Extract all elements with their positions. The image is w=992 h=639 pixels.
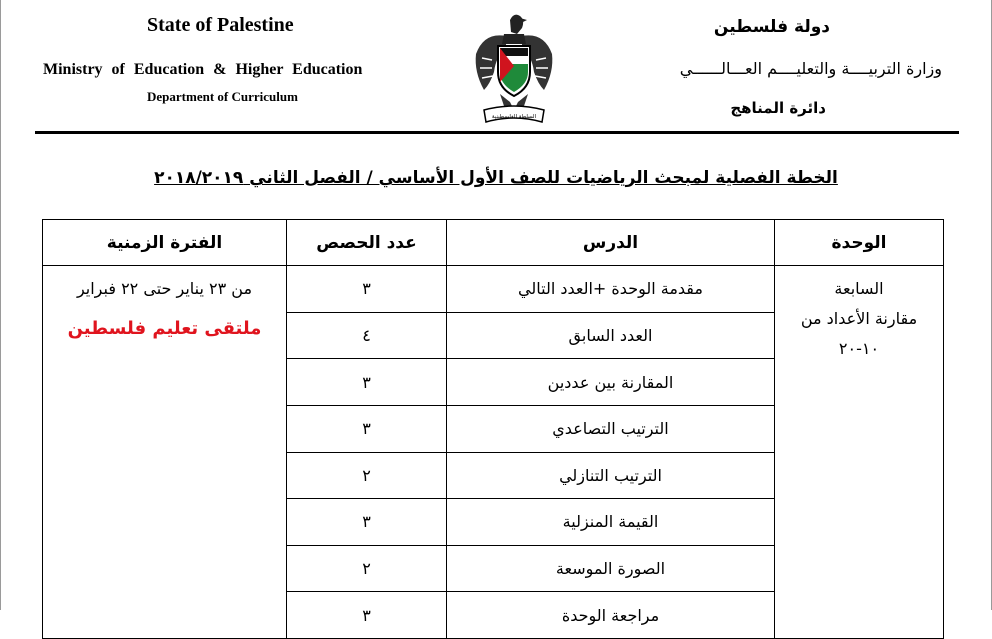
plan-title xyxy=(0,168,992,188)
header-country-en: State of Palestine xyxy=(147,14,294,36)
forum-watermark: ملتقى تعليم فلسطين xyxy=(67,318,262,339)
header-lesson: الدرس xyxy=(447,220,775,266)
count-cell: ٢ xyxy=(287,452,447,499)
header-country-ar: دولة فلسطين xyxy=(713,17,830,37)
count-cell: ٤ xyxy=(287,312,447,359)
header-ministry-en: Ministry of Education & Higher Education xyxy=(43,61,363,78)
count-cell: ٢ xyxy=(287,545,447,592)
count-cell: ٣ xyxy=(287,405,447,452)
lesson-cell: العدد السابق xyxy=(447,312,775,359)
page-left-edge xyxy=(0,0,1,610)
header-unit: الوحدة xyxy=(775,220,944,266)
table-header-row xyxy=(43,220,944,266)
header-period: الفترة الزمنية xyxy=(43,220,287,266)
lesson-cell: الترتيب التنازلي xyxy=(447,452,775,499)
period-text: من ٢٣ يناير حتى ٢٢ فبراير xyxy=(76,279,253,298)
lesson-cell: المقارنة بين عددين xyxy=(447,359,775,406)
lesson-cell: مقدمة الوحدة +العدد التالي xyxy=(447,266,775,313)
header-ministry-ar: وزارة التربيــــة والتعليــــم العـــالــــــي xyxy=(679,59,942,78)
lesson-cell: القيمة المنزلية xyxy=(447,499,775,546)
count-cell: ٣ xyxy=(287,359,447,406)
count-cell: ٣ xyxy=(287,266,447,313)
header-department-en: Department of Curriculum xyxy=(147,89,298,104)
unit-line-1: السابعة xyxy=(834,279,884,298)
period-cell xyxy=(43,266,287,639)
palestine-eagle-emblem-icon xyxy=(470,10,558,128)
plan-title-text: الخطة الفصلية لمبحث الرياضيات للصف الأول الأساسي / الفصل الثاني ٢٠١٨/٢٠١٩ xyxy=(154,168,838,188)
table-row xyxy=(43,266,944,313)
lesson-cell: مراجعة الوحدة xyxy=(447,592,775,639)
count-cell: ٣ xyxy=(287,499,447,546)
unit-line-3: ١٠-٢٠ xyxy=(838,339,880,358)
unit-cell xyxy=(775,266,944,639)
emblem-banner-text: السلطة الفلسطينية xyxy=(491,114,537,120)
header-department-ar: دائرة المناهج xyxy=(730,99,826,117)
unit-line-2: مقارنة الأعداد من xyxy=(800,309,918,328)
plan-table xyxy=(42,219,944,639)
lesson-cell: الترتيب التصاعدي xyxy=(447,405,775,452)
lesson-cell: الصورة الموسعة xyxy=(447,545,775,592)
header-divider xyxy=(35,131,959,134)
header-count: عدد الحصص xyxy=(287,220,447,266)
count-cell: ٣ xyxy=(287,592,447,639)
